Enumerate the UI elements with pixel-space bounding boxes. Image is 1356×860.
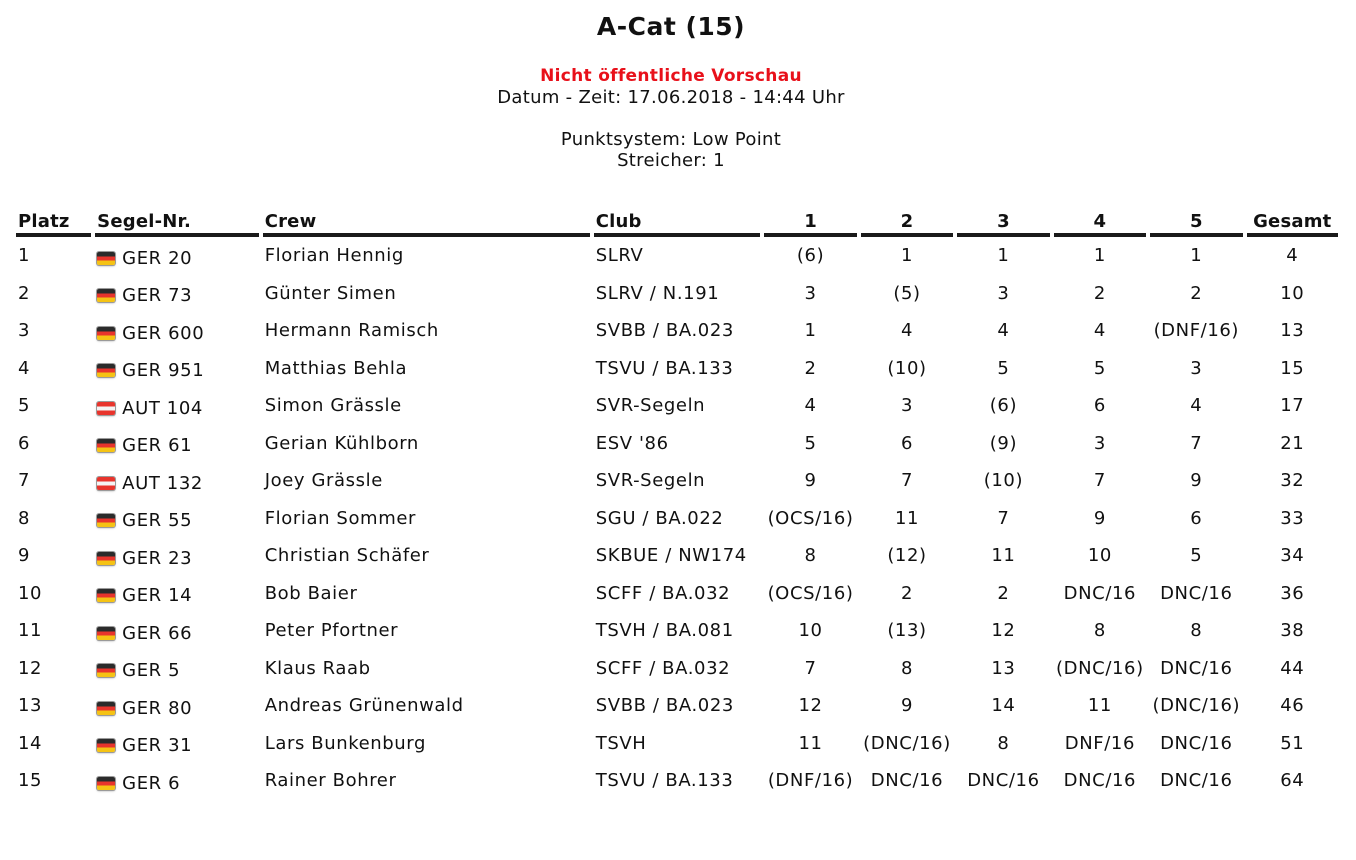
header-race-1: 1 [764,207,856,237]
table-row [16,275,1338,313]
club-cell: SVBB / BA.023 [595,320,734,342]
club-cell: TSVU / BA.133 [595,357,734,379]
table-row [16,687,1338,725]
sail-number-cell [95,650,259,688]
platz-cell: 5 [18,395,31,417]
germany-flag-icon [97,439,115,452]
race-1-score: 11 [798,732,823,754]
date-time: Datum - Zeit: 17.06.2018 - 14:44 Uhr [497,87,845,108]
sail-number-text: GER 14 [122,585,193,607]
sail-number [97,473,203,494]
germany-flag-icon [97,327,115,340]
germany-flag-icon [97,364,115,377]
sail-number-cell [95,575,259,613]
discards: Streicher: 1 [617,150,725,171]
race-2-score: (12) [887,545,927,567]
race-4-score: 6 [1093,395,1106,417]
race-5-score: 4 [1190,395,1203,417]
club-cell: SVR-Segeln [595,470,706,492]
race-5-score: DNC/16 [1160,582,1233,604]
race-1-score: 1 [804,320,817,342]
crew-cell: Simon Grässle [264,395,402,417]
race-3-score: 8 [997,732,1010,754]
race-5-score: DNC/16 [1160,657,1233,679]
platz-cell: 9 [18,545,31,567]
header-race-2: 2 [861,207,953,237]
club-cell: TSVH / BA.081 [595,620,734,642]
race-1-score: 5 [804,432,817,454]
crew-cell: Bob Baier [264,582,358,604]
total-score: 33 [1280,507,1305,529]
race-2-score: 2 [900,582,914,604]
total-score: 51 [1280,732,1305,754]
club-cell: ESV '86 [595,432,669,454]
race-3-score: DNC/16 [967,770,1040,792]
race-3-score: 3 [997,282,1010,304]
race-4-score: 1 [1093,245,1106,267]
race-3-score: 7 [997,507,1010,529]
table-row [16,387,1338,425]
race-4-score: DNC/16 [1063,770,1137,792]
sail-number [97,360,204,381]
platz-cell: 6 [18,432,31,454]
table-row [16,762,1338,800]
race-3-score: 11 [991,545,1016,567]
sail-number-text: AUT 132 [122,472,203,494]
header-gesamt: Gesamt [1247,207,1338,237]
total-score: 34 [1280,545,1305,567]
total-score: 15 [1280,357,1305,379]
race-1-score: (6) [796,245,825,267]
crew-cell: Andreas Grünenwald [264,695,464,717]
race-2-score: 1 [900,245,914,267]
germany-flag-icon [97,514,115,527]
platz-cell: 2 [18,282,31,304]
race-3-score: 13 [991,657,1016,679]
race-3-score: (6) [989,395,1018,417]
race-2-score: DNC/16 [870,770,944,792]
race-2-score: (DNC/16) [863,732,951,754]
sail-number [97,585,192,606]
race-4-score: 11 [1087,695,1112,717]
sail-number-text: GER 66 [122,622,193,644]
platz-cell: 15 [18,770,43,792]
total-score: 13 [1280,320,1305,342]
header-race-4: 4 [1054,207,1146,237]
club-cell: SLRV / N.191 [595,282,720,304]
sail-number-cell [95,237,259,275]
club-cell: SGU / BA.022 [595,507,724,529]
sail-number [97,323,204,344]
sail-number-text: GER 951 [122,360,205,382]
sail-number-cell [95,762,259,800]
total-score: 21 [1280,432,1305,454]
header-platz: Platz [16,207,91,237]
header-segel-nr: Segel-Nr. [95,207,259,237]
race-5-score: 9 [1190,470,1203,492]
sail-number-text: GER 6 [122,772,181,794]
total-score: 44 [1280,657,1305,679]
header-race-5: 5 [1150,207,1242,237]
sail-number [97,435,192,456]
club-cell: TSVU / BA.133 [595,770,734,792]
race-4-score: 2 [1093,282,1106,304]
sail-number-cell [95,312,259,350]
race-1-score: 2 [804,357,817,379]
platz-cell: 3 [18,320,31,342]
table-row [16,612,1338,650]
race-3-score: 4 [997,320,1010,342]
sail-number [97,398,203,419]
platz-cell: 4 [18,357,31,379]
germany-flag-icon [97,739,115,752]
sail-number-cell [95,275,259,313]
crew-cell: Rainer Bohrer [264,770,397,792]
platz-cell: 8 [18,507,31,529]
total-score: 10 [1280,282,1305,304]
race-1-score: (OCS/16) [767,507,854,529]
race-2-score: 9 [900,695,914,717]
sail-number-cell [95,612,259,650]
sail-number-cell [95,725,259,763]
race-2-score: (5) [893,282,921,304]
sail-number-cell [95,500,259,538]
header-row [16,207,1338,237]
total-score: 46 [1280,695,1305,717]
race-4-score: 9 [1093,507,1106,529]
race-2-score: (13) [887,620,927,642]
crew-cell: Günter Simen [264,282,397,304]
table-row [16,537,1338,575]
crew-cell: Gerian Kühlborn [264,432,419,454]
race-3-score: 14 [991,695,1016,717]
club-cell: SLRV [595,245,644,267]
crew-cell: Hermann Ramisch [264,320,439,342]
sail-number [97,510,192,531]
race-1-score: 7 [804,657,817,679]
total-score: 36 [1280,582,1305,604]
race-5-score: DNC/16 [1160,770,1233,792]
total-score: 64 [1280,770,1305,792]
race-5-score: (DNC/16) [1152,695,1241,717]
germany-flag-icon [97,289,115,302]
race-5-score: 2 [1190,282,1203,304]
club-cell: TSVH [595,732,647,754]
table-row [16,237,1338,275]
germany-flag-icon [97,664,115,677]
race-3-score: (9) [989,432,1018,454]
sail-number [97,698,192,719]
race-4-score: 5 [1093,357,1106,379]
sail-number-text: GER 31 [122,735,193,757]
crew-cell: Peter Pfortner [264,620,399,642]
race-4-score: 3 [1093,432,1106,454]
total-score: 4 [1286,245,1299,267]
race-2-score: 8 [900,657,914,679]
platz-cell: 1 [18,245,31,267]
race-5-score: 7 [1190,432,1203,454]
germany-flag-icon [97,627,115,640]
header-race-3: 3 [957,207,1049,237]
race-5-score: 5 [1190,545,1203,567]
crew-cell: Klaus Raab [264,657,371,679]
crew-cell: Lars Bunkenburg [264,732,427,754]
crew-cell: Matthias Behla [264,357,408,379]
preview-warning: Nicht öffentliche Vorschau [540,66,802,86]
platz-cell: 7 [18,470,31,492]
sail-number-text: GER 55 [122,510,193,532]
page-title: A-Cat (15) [596,12,746,41]
race-2-score: 11 [894,507,920,529]
austria-flag-icon [97,402,115,415]
club-cell: SVR-Segeln [595,395,706,417]
germany-flag-icon [97,552,115,565]
race-2-score: 7 [900,470,914,492]
race-5-score: 6 [1190,507,1203,529]
race-4-score: 4 [1093,320,1106,342]
race-5-score: (DNF/16) [1153,320,1240,342]
race-4-score: 10 [1087,545,1112,567]
sail-number [97,285,192,306]
sail-number-text: GER 600 [122,322,205,344]
crew-cell: Joey Grässle [264,470,383,492]
platz-cell: 10 [18,582,43,604]
total-score: 17 [1280,395,1305,417]
crew-cell: Christian Schäfer [264,545,430,567]
race-5-score: 1 [1190,245,1203,267]
germany-flag-icon [97,777,115,790]
race-3-score: (10) [983,470,1024,492]
germany-flag-icon [97,252,115,265]
germany-flag-icon [97,702,115,715]
race-3-score: 1 [997,245,1010,267]
race-2-score: 6 [900,432,914,454]
race-1-score: (OCS/16) [767,582,854,604]
sail-number [97,548,192,569]
race-3-score: 5 [997,357,1010,379]
table-row [16,650,1338,688]
header-crew: Crew [263,207,590,237]
scoring-system: Punktsystem: Low Point [560,129,782,150]
platz-cell: 13 [18,695,43,717]
results-table [12,207,1342,800]
race-1-score: 12 [798,695,823,717]
sail-number-cell [95,687,259,725]
total-score: 32 [1280,470,1305,492]
race-4-score: DNC/16 [1063,582,1137,604]
sail-number-text: GER 80 [122,697,193,719]
platz-cell: 12 [18,657,43,679]
race-1-score: 3 [804,282,817,304]
sail-number-text: AUT 104 [122,397,203,419]
race-4-score: 8 [1093,620,1106,642]
sail-number-text: GER 23 [122,547,193,569]
results-body [16,237,1338,800]
race-1-score: 10 [798,620,823,642]
club-cell: SCFF / BA.032 [595,657,731,679]
sail-number-text: GER 5 [122,660,181,682]
race-5-score: DNC/16 [1160,732,1233,754]
race-1-score: 4 [804,395,817,417]
race-1-score: 9 [804,470,817,492]
sail-number [97,248,192,269]
germany-flag-icon [97,589,115,602]
sail-number-cell [95,425,259,463]
race-4-score: DNF/16 [1064,732,1135,754]
race-1-score: (DNF/16) [767,770,854,792]
table-row [16,725,1338,763]
table-row [16,350,1338,388]
race-1-score: 8 [804,545,817,567]
race-2-score: (10) [887,357,927,379]
sail-number-cell [95,462,259,500]
club-cell: SCFF / BA.032 [595,582,731,604]
header-club: Club [594,207,761,237]
race-5-score: 8 [1190,620,1203,642]
sail-number-text: GER 20 [122,247,193,269]
club-cell: SKBUE / NW174 [595,545,747,567]
race-2-score: 4 [900,320,914,342]
table-row [16,462,1338,500]
austria-flag-icon [97,477,115,490]
race-4-score: 7 [1093,470,1106,492]
total-score: 38 [1280,620,1305,642]
race-5-score: 3 [1190,357,1203,379]
race-2-score: 3 [900,395,914,417]
table-row [16,500,1338,538]
sail-number-text: GER 61 [122,435,193,457]
race-3-score: 2 [997,582,1010,604]
table-row [16,575,1338,613]
crew-cell: Florian Sommer [264,507,416,529]
platz-cell: 14 [18,732,43,754]
crew-cell: Florian Hennig [264,245,404,267]
sail-number-cell [95,387,259,425]
club-cell: SVBB / BA.023 [595,695,734,717]
platz-cell: 11 [18,620,43,642]
race-3-score: 12 [991,620,1016,642]
table-row [16,312,1338,350]
sail-number-text: GER 73 [122,285,193,307]
sail-number-cell [95,537,259,575]
sail-number [97,623,192,644]
race-4-score: (DNC/16) [1056,657,1144,679]
sail-number-cell [95,350,259,388]
table-row [16,425,1338,463]
sail-number [97,660,180,681]
sail-number [97,735,192,756]
sail-number [97,773,180,794]
